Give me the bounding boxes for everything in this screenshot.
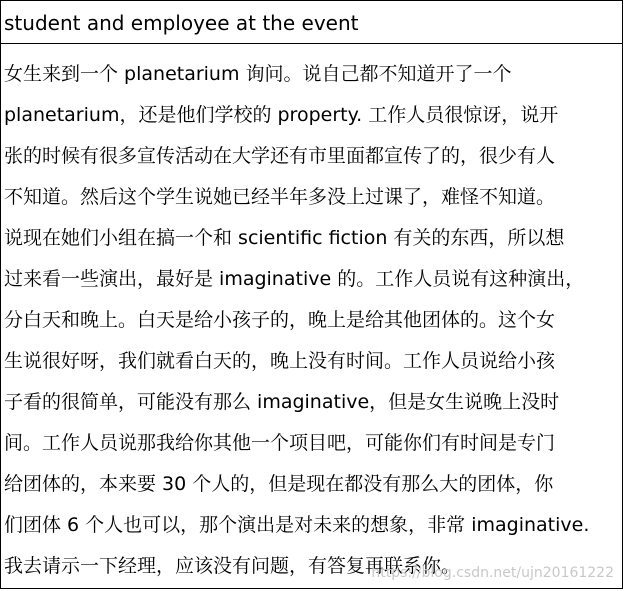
text-line-2: planetarium，还是他们学校的 property. 工作人员很惊讶，说开 (4, 104, 559, 126)
text-line-1: 女生来到一个 planetarium 询问。说自己都不知道开了一个 (4, 63, 512, 85)
text-line-10: 间。工作人员说那我给你其他一个项目吧，可能你们有时间是专门 (4, 432, 556, 454)
text-line-11: 给团体的，本来要 30 个人的，但是现在都没有那么大的团体，你 (4, 473, 554, 495)
text-line-7: 分白天和晚上。白天是给小孩子的，晚上是给其他团体的。这个女 (4, 309, 556, 331)
text-line-5: 说现在她们小组在搞一个和 scientific fiction 有关的东西，所以想 (4, 227, 565, 249)
text-line-9: 子看的很简单，可能没有那么 imaginative，但是女生说晚上没时 (4, 391, 560, 413)
watermark: https://blog.csdn.net/ujn20161222 (371, 565, 614, 581)
text-line-6: 过来看一些演出，最好是 imaginative 的。工作人员说有这种演出， (4, 268, 585, 290)
text-line-8: 生说很好呀，我们就看白天的，晚上没有时间。工作人员说给小孩 (4, 350, 556, 372)
table-header: student and employee at the event (1, 1, 622, 44)
text-line-4: 不知道。然后这个学生说她已经半年多没上过课了，难怪不知道。 (4, 186, 556, 208)
text-line-12: 们团体 6 个人也可以，那个演出是对未来的想象，非常 imaginative. (4, 514, 590, 536)
text-line-13: 我去请示一下经理，应该没有问题，有答复再联系你。 (4, 555, 461, 577)
table-body (1, 44, 622, 589)
text-line-3: 张的时候有很多宣传活动在大学还有市里面都宣传了的，很少有人 (4, 145, 556, 167)
